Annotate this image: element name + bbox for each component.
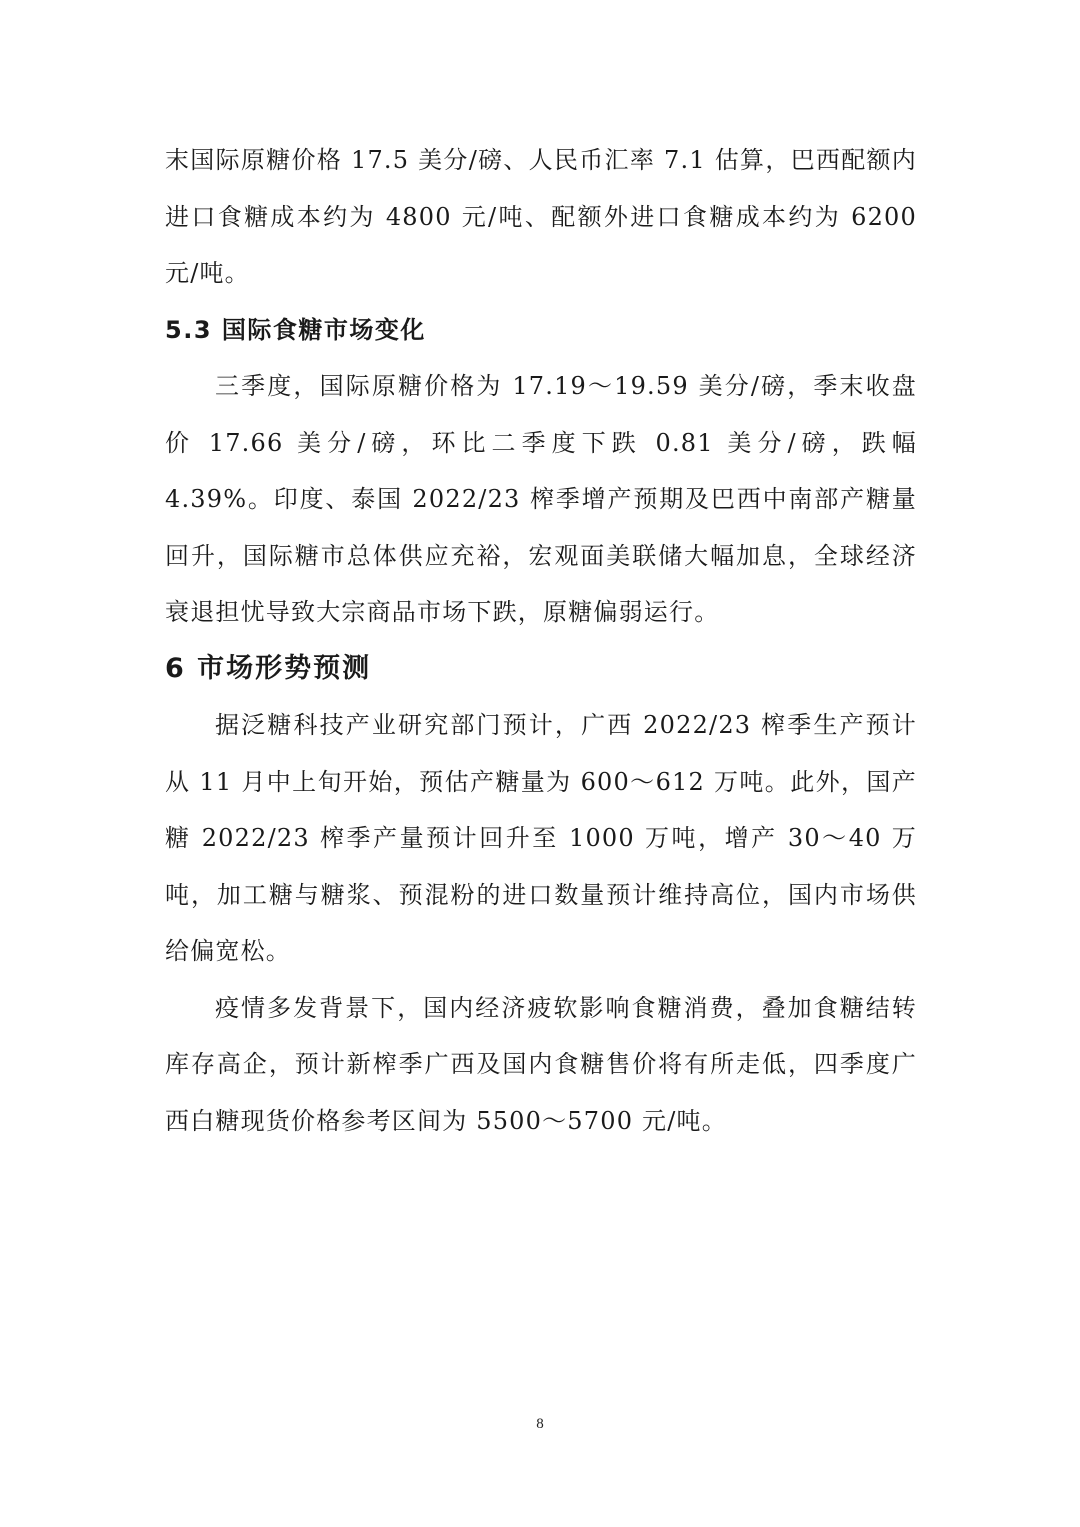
section-6-heading: 6 市场形势预测 — [165, 652, 372, 684]
page-content — [165, 132, 917, 1149]
section-6-paragraph-2: 疫情多发背景下，国内经济疲软影响食糖消费，叠加食糖结转库存高企，预计新榨季广西及国内食糖售价将有所走低，四季度广西白糖现货价格参考区间为 5500～5700 元/吨。 — [165, 993, 917, 1135]
section-5-3-paragraph: 三季度，国际原糖价格为 17.19～19.59 美分/磅，季末收盘价 17.66 美分/磅，环比二季度下跌 0.81 美分/磅，跌幅 4.39%。印度、泰国 2022/23 榨季增产预期及巴西中南部产糖量回升，国际糖市总体供应充裕，宏观面美联储大幅加息，全球经济衰退担忧导致大宗商品市场下跌，原糖偏弱运行。 — [165, 372, 917, 626]
section-6-paragraph-1: 据泛糖科技产业研究部门预计，广西 2022/23 榨季生产预计从 11 月中上旬开始，预估产糖量为 600～612 万吨。此外，国产糖 2022/23 榨季产量预计回升至 1000 万吨，增产 30～40 万吨，加工糖与糖浆、预混粉的进口数量预计维持高位，国内市场供给偏宽松。 — [165, 711, 917, 965]
page-number: 8 — [536, 1416, 544, 1432]
intro-paragraph: 末国际原糖价格 17.5 美分/磅、人民币汇率 7.1 估算，巴西配额内进口食糖成本约为 4800 元/吨、配额外进口食糖成本约为 6200 元/吨。 — [165, 146, 917, 287]
section-5-3-heading: 5.3 国际食糖市场变化 — [165, 315, 426, 344]
